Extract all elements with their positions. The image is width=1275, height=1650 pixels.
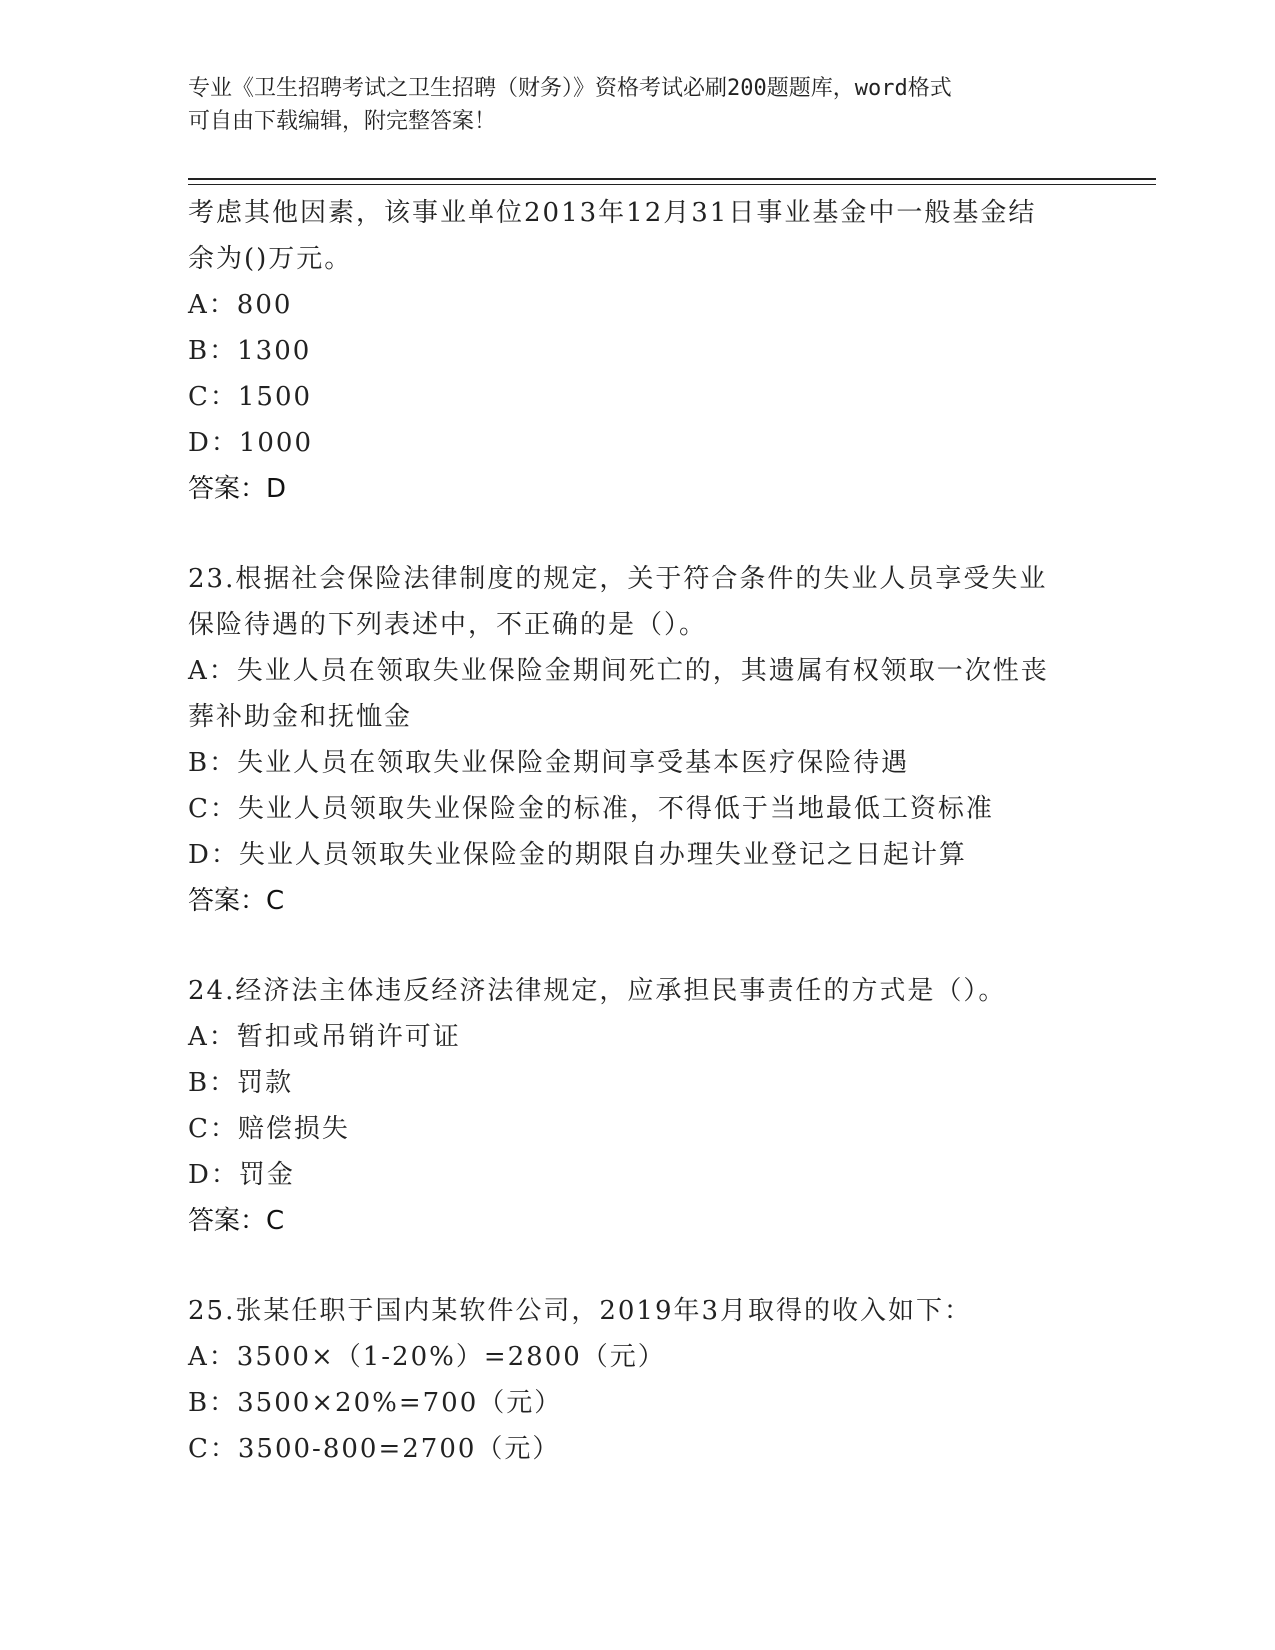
header-title-line-2: 可自由下载编辑，附完整答案！	[188, 109, 497, 134]
question-stem-line: 保险待遇的下列表述中，不正确的是（）。	[188, 610, 708, 640]
answer-label: 答案：C	[188, 886, 285, 916]
question-list	[188, 190, 1088, 1472]
header-divider-thick	[188, 178, 1156, 180]
question-22	[188, 190, 1088, 512]
header-divider-thin	[188, 184, 1156, 185]
option-d: D：失业人员领取失业保险金的期限自办理失业登记之日起计算	[188, 840, 967, 870]
option-a: A：暂扣或吊销许可证	[188, 1022, 461, 1052]
question-spacer	[188, 1244, 1088, 1288]
option-a: A：800	[188, 290, 293, 320]
option-c: C：3500-800=2700（元）	[188, 1434, 561, 1464]
question-stem-line: 余为()万元。	[188, 244, 353, 274]
question-stem-line: 考虑其他因素，该事业单位2013年12月31日事业基金中一般基金结	[188, 198, 1037, 228]
question-stem-line: 25.张某任职于国内某软件公司，2019年3月取得的收入如下：	[188, 1296, 973, 1326]
option-d: D：1000	[188, 428, 314, 458]
option-a: A：3500×（1-20%）=2800（元）	[188, 1342, 666, 1372]
option-b: B：1300	[188, 336, 312, 366]
question-25	[188, 1288, 1088, 1472]
header-title-line-1: 专业《卫生招聘考试之卫生招聘（财务）》资格考试必刷200题题库，word格式	[188, 76, 952, 101]
option-c: C：1500	[188, 382, 313, 412]
answer-label: 答案：C	[188, 1206, 285, 1236]
question-stem-line: 24.经济法主体违反经济法律规定，应承担民事责任的方式是（）。	[188, 976, 1007, 1006]
option-c: C：赔偿损失	[188, 1114, 350, 1144]
question-stem-line: 23.根据社会保险法律制度的规定，关于符合条件的失业人员享受失业	[188, 564, 1048, 594]
option-c: C：失业人员领取失业保险金的标准，不得低于当地最低工资标准	[188, 794, 994, 824]
question-24	[188, 968, 1088, 1244]
question-spacer	[188, 924, 1088, 968]
question-spacer	[188, 512, 1088, 556]
option-b: B：3500×20%=700（元）	[188, 1388, 563, 1418]
option-a-continued: 葬补助金和抚恤金	[188, 702, 413, 732]
option-d: D：罚金	[188, 1160, 295, 1190]
document-header	[188, 72, 1068, 138]
answer-label: 答案：D	[188, 474, 287, 504]
option-b: B：罚款	[188, 1068, 294, 1098]
option-a: A：失业人员在领取失业保险金期间死亡的，其遗属有权领取一次性丧	[188, 656, 1049, 686]
option-b: B：失业人员在领取失业保险金期间享受基本医疗保险待遇	[188, 748, 910, 778]
question-23	[188, 556, 1088, 924]
